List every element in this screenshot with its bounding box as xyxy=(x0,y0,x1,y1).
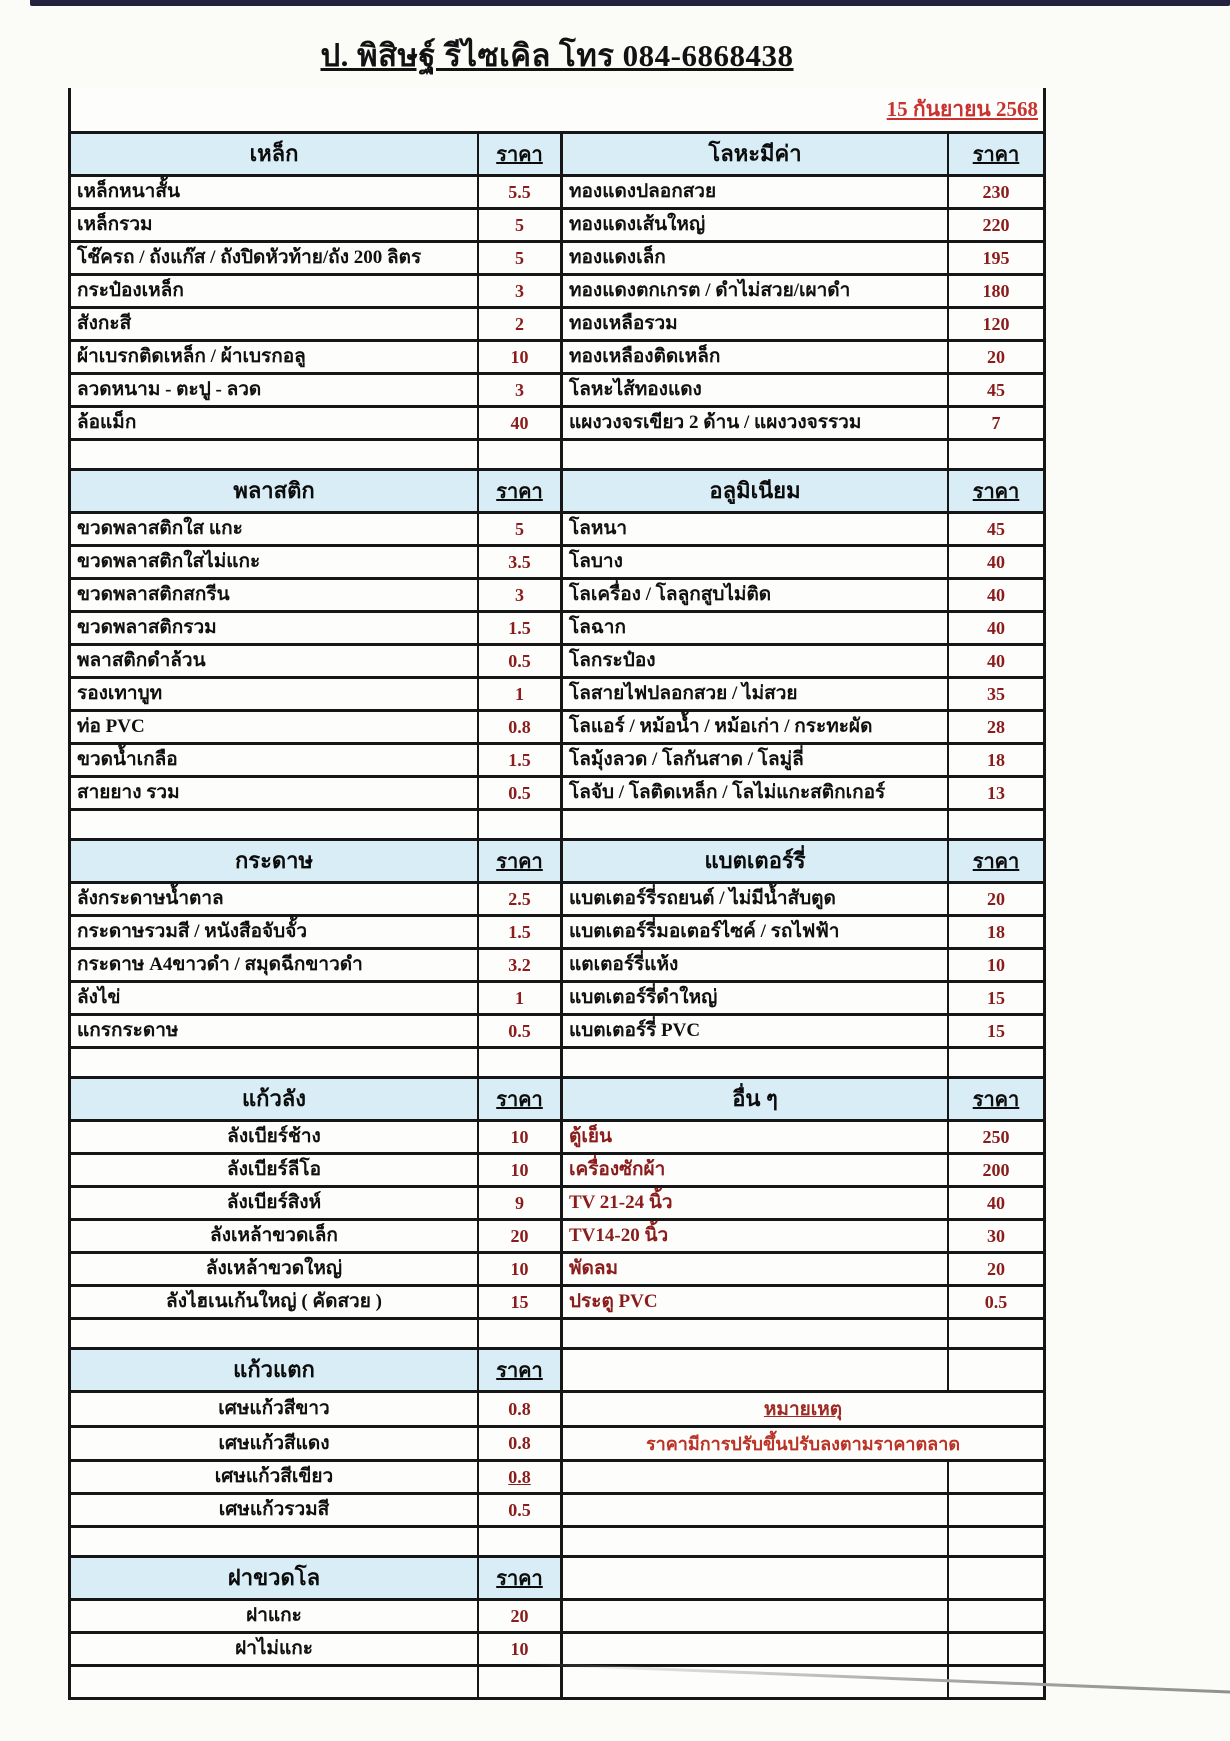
table-row xyxy=(71,375,1043,408)
table-row xyxy=(71,210,1043,243)
item-label: พัดลม xyxy=(563,1254,949,1287)
item-price: 3 xyxy=(479,580,563,613)
table-row xyxy=(71,778,1043,811)
empty-cell xyxy=(563,1634,949,1667)
note-body: ราคามีการปรับขึ้นปรับลงตามราคาตลาด xyxy=(563,1428,1043,1462)
empty-cell xyxy=(949,1495,1043,1528)
empty-cell xyxy=(949,811,1043,841)
empty-cell xyxy=(949,1462,1043,1495)
table-row xyxy=(71,1079,1043,1122)
item-price: 10 xyxy=(479,1634,563,1667)
empty-cell xyxy=(563,1350,949,1393)
table-row xyxy=(71,1287,1043,1320)
item-price: 30 xyxy=(949,1221,1043,1254)
table-row xyxy=(71,1188,1043,1221)
item-label: เหล็กรวม xyxy=(71,210,479,243)
price-header-cell: ราคา xyxy=(949,134,1043,177)
item-label: สายยาง รวม xyxy=(71,778,479,811)
item-price: 230 xyxy=(949,177,1043,210)
table-row xyxy=(71,1667,1043,1697)
item-label: ขวดน้ำเกลือ xyxy=(71,745,479,778)
item-price: 40 xyxy=(949,1188,1043,1221)
item-label: กระป๋องเหล็ก xyxy=(71,276,479,309)
item-price: 15 xyxy=(949,1016,1043,1049)
item-price: 40 xyxy=(949,613,1043,646)
item-label: แบตเตอร์รี่มอเตอร์ไซค์ / รถไฟฟ้า xyxy=(563,917,949,950)
empty-cell xyxy=(949,441,1043,471)
empty-cell xyxy=(71,1049,479,1079)
item-price: 0.8 xyxy=(479,1462,563,1495)
item-price: 1.5 xyxy=(479,917,563,950)
item-price: 0.5 xyxy=(479,1495,563,1528)
empty-cell xyxy=(563,1601,949,1634)
item-label: ขวดพลาสติกใสไม่แกะ xyxy=(71,547,479,580)
item-label: ทองเหลืองติดเหล็ก xyxy=(563,342,949,375)
price-header-cell: ราคา xyxy=(479,1558,563,1601)
item-price: 250 xyxy=(949,1122,1043,1155)
item-price: 1 xyxy=(479,983,563,1016)
item-price: 0.5 xyxy=(949,1287,1043,1320)
item-price: 20 xyxy=(949,342,1043,375)
table-row xyxy=(71,514,1043,547)
section-title: พลาสติก xyxy=(71,471,479,514)
item-label: ทองแดงเส้นใหญ่ xyxy=(563,210,949,243)
table-row xyxy=(71,884,1043,917)
item-price: 40 xyxy=(949,580,1043,613)
table-row xyxy=(71,841,1043,884)
table-row xyxy=(71,408,1043,441)
item-price: 35 xyxy=(949,679,1043,712)
item-label: โลจับ / โลติดเหล็ก / โลไม่แกะสติกเกอร์ xyxy=(563,778,949,811)
table-row xyxy=(71,1558,1043,1601)
note-title: หมายเหตุ xyxy=(563,1393,1043,1428)
item-label: แบตเตอร์รี่รถยนต์ / ไม่มีน้ำสับตูด xyxy=(563,884,949,917)
item-price: 0.5 xyxy=(479,778,563,811)
item-price: 18 xyxy=(949,917,1043,950)
section-title: แก้วแตก xyxy=(71,1350,479,1393)
item-label: ขวดพลาสติกรวม xyxy=(71,613,479,646)
table-row xyxy=(71,342,1043,375)
item-price: 10 xyxy=(479,1122,563,1155)
item-label: ประตู PVC xyxy=(563,1287,949,1320)
table-row xyxy=(71,646,1043,679)
item-label: แผงวงจรเขียว 2 ด้าน / แผงวงจรรวม xyxy=(563,408,949,441)
item-label: แบตเตอร์รี่ดำใหญ่ xyxy=(563,983,949,1016)
empty-cell xyxy=(71,1320,479,1350)
empty-cell xyxy=(949,1049,1043,1079)
item-price: 220 xyxy=(949,210,1043,243)
table-row xyxy=(71,1049,1043,1079)
item-price: 40 xyxy=(949,547,1043,580)
item-price: 15 xyxy=(479,1287,563,1320)
item-price: 15 xyxy=(949,983,1043,1016)
date-label: 15 กันยายน 2568 xyxy=(886,97,1038,121)
section-title: อลูมิเนียม xyxy=(563,471,949,514)
section-title: อื่น ๆ xyxy=(563,1079,949,1122)
item-label: ลังเหล้าขวดใหญ่ xyxy=(71,1254,479,1287)
table-row xyxy=(71,134,1043,177)
table-row xyxy=(71,1122,1043,1155)
empty-cell xyxy=(563,811,949,841)
empty-cell xyxy=(479,811,563,841)
item-price: 40 xyxy=(479,408,563,441)
item-price: 180 xyxy=(949,276,1043,309)
empty-cell xyxy=(949,1528,1043,1558)
item-label: โลฉาก xyxy=(563,613,949,646)
item-label: โลหะไส้ทองแดง xyxy=(563,375,949,408)
item-price: 20 xyxy=(949,1254,1043,1287)
item-label: โลบาง xyxy=(563,547,949,580)
item-label: เศษแก้วสีแดง xyxy=(71,1428,479,1462)
item-label: เศษแก้วสีเขียว xyxy=(71,1462,479,1495)
table-row xyxy=(71,712,1043,745)
item-price: 9 xyxy=(479,1188,563,1221)
item-price: 5.5 xyxy=(479,177,563,210)
item-price: 195 xyxy=(949,243,1043,276)
item-label: ท่อ PVC xyxy=(71,712,479,745)
item-label: TV 21-24 นิ้ว xyxy=(563,1188,949,1221)
item-label: กระดาษรวมสี / หนังสือจับจั้ว xyxy=(71,917,479,950)
price-header-cell: ราคา xyxy=(479,1079,563,1122)
section-title: แก้วลัง xyxy=(71,1079,479,1122)
item-label: ทองแดงตกเกรต / ดำไม่สวย/เผาดำ xyxy=(563,276,949,309)
empty-cell xyxy=(479,1528,563,1558)
item-price: 20 xyxy=(949,884,1043,917)
item-price: 28 xyxy=(949,712,1043,745)
item-label: แกรกระดาษ xyxy=(71,1016,479,1049)
item-price: 0.8 xyxy=(479,712,563,745)
section-title: กระดาษ xyxy=(71,841,479,884)
empty-cell xyxy=(71,811,479,841)
table-row xyxy=(71,243,1043,276)
empty-cell xyxy=(479,441,563,471)
item-price: 200 xyxy=(949,1155,1043,1188)
table-row xyxy=(71,745,1043,778)
empty-cell xyxy=(71,441,479,471)
empty-cell xyxy=(949,1320,1043,1350)
item-price: 5 xyxy=(479,514,563,547)
item-label: ลังไข่ xyxy=(71,983,479,1016)
item-price: 10 xyxy=(479,1155,563,1188)
table-row xyxy=(71,1320,1043,1350)
item-label: ทองแดงปลอกสวย xyxy=(563,177,949,210)
empty-cell xyxy=(949,1601,1043,1634)
item-price: 3.2 xyxy=(479,950,563,983)
item-price: 120 xyxy=(949,309,1043,342)
table-row xyxy=(71,1016,1043,1049)
table-row xyxy=(71,1528,1043,1558)
item-label: ลังเหล้าขวดเล็ก xyxy=(71,1221,479,1254)
empty-cell xyxy=(71,1667,479,1697)
table-row xyxy=(71,1254,1043,1287)
empty-cell xyxy=(479,1667,563,1697)
empty-cell xyxy=(949,1350,1043,1393)
empty-cell xyxy=(479,1320,563,1350)
item-label: ลังไฮเนเก้นใหญ่ ( คัดสวย ) xyxy=(71,1287,479,1320)
section-title: แบตเตอร์รี่ xyxy=(563,841,949,884)
table-row xyxy=(71,276,1043,309)
item-price: 5 xyxy=(479,243,563,276)
item-price: 45 xyxy=(949,375,1043,408)
price-header-cell: ราคา xyxy=(949,841,1043,884)
item-label: ฝาแกะ xyxy=(71,1601,479,1634)
table-row xyxy=(71,547,1043,580)
item-label: ทองแดงเล็ก xyxy=(563,243,949,276)
table-row xyxy=(71,1601,1043,1634)
item-label: โลหนา xyxy=(563,514,949,547)
table-row xyxy=(71,1393,1043,1428)
table-row xyxy=(71,917,1043,950)
price-header-cell: ราคา xyxy=(479,841,563,884)
item-label: ล้อแม็ก xyxy=(71,408,479,441)
item-label: โช๊ครถ / ถังแก๊ส / ถังปิดหัวท้าย/ถัง 200 ลิตร xyxy=(71,243,479,276)
item-price: 0.8 xyxy=(479,1393,563,1428)
table-row xyxy=(71,1155,1043,1188)
empty-cell xyxy=(563,1462,949,1495)
empty-cell xyxy=(563,441,949,471)
item-label: โลกระป๋อง xyxy=(563,646,949,679)
price-table-frame xyxy=(68,88,1046,1700)
item-label: เครื่องซักผ้า xyxy=(563,1155,949,1188)
price-table xyxy=(71,131,1043,1700)
section-title: โลหะมีค่า xyxy=(563,134,949,177)
empty-cell xyxy=(563,1558,949,1601)
item-price: 2 xyxy=(479,309,563,342)
item-label: ทองเหลือรวม xyxy=(563,309,949,342)
item-price: 20 xyxy=(479,1601,563,1634)
table-row xyxy=(71,983,1043,1016)
table-row xyxy=(71,177,1043,210)
table-row xyxy=(71,580,1043,613)
item-price: 1.5 xyxy=(479,745,563,778)
page-title: ป. พิสิษฐ์ รีไซเคิล โทร 084-6868438 xyxy=(320,38,794,73)
item-label: โลสายไฟปลอกสวย / ไม่สวย xyxy=(563,679,949,712)
table-row xyxy=(71,1495,1043,1528)
empty-cell xyxy=(563,1320,949,1350)
item-label: เหล็กหนาสั้น xyxy=(71,177,479,210)
item-price: 20 xyxy=(479,1221,563,1254)
table-row xyxy=(71,679,1043,712)
item-price: 10 xyxy=(479,1254,563,1287)
empty-cell xyxy=(949,1634,1043,1667)
item-label: โลมุ้งลวด / โลกันสาด / โลมู่ลี่ xyxy=(563,745,949,778)
item-label: ลวดหนาม - ตะปู - ลวด xyxy=(71,375,479,408)
item-label: ขวดพลาสติกสกรีน xyxy=(71,580,479,613)
item-price: 5 xyxy=(479,210,563,243)
price-header-cell: ราคา xyxy=(479,134,563,177)
item-price: 45 xyxy=(949,514,1043,547)
item-price: 3 xyxy=(479,276,563,309)
section-title: ฝาขวดโล xyxy=(71,1558,479,1601)
table-row xyxy=(71,1634,1043,1667)
table-row xyxy=(71,950,1043,983)
price-header-cell: ราคา xyxy=(479,471,563,514)
item-price: 3.5 xyxy=(479,547,563,580)
table-row xyxy=(71,613,1043,646)
date-row xyxy=(71,88,1043,131)
item-price: 1 xyxy=(479,679,563,712)
item-price: 10 xyxy=(949,950,1043,983)
empty-cell xyxy=(563,1528,949,1558)
item-label: ลังกระดาษน้ำตาล xyxy=(71,884,479,917)
item-label: ลังเบียร์ลีโอ xyxy=(71,1155,479,1188)
empty-cell xyxy=(949,1558,1043,1601)
empty-cell xyxy=(479,1049,563,1079)
table-row xyxy=(71,309,1043,342)
empty-cell xyxy=(563,1049,949,1079)
item-label: เศษแก้วรวมสี xyxy=(71,1495,479,1528)
item-label: แตเตอร์รี่แห้ง xyxy=(563,950,949,983)
item-price: 7 xyxy=(949,408,1043,441)
item-price: 10 xyxy=(479,342,563,375)
table-row xyxy=(71,441,1043,471)
empty-cell xyxy=(71,1528,479,1558)
item-label: กระดาษ A4ขาวดำ / สมุดฉีกขาวดำ xyxy=(71,950,479,983)
item-label: ขวดพลาสติกใส แกะ xyxy=(71,514,479,547)
table-row xyxy=(71,1462,1043,1495)
item-price: 3 xyxy=(479,375,563,408)
item-label: รองเทาบูท xyxy=(71,679,479,712)
item-label: ตู้เย็น xyxy=(563,1122,949,1155)
item-label: โลแอร์ / หม้อน้ำ / หม้อเก่า / กระทะผัด xyxy=(563,712,949,745)
document-header xyxy=(68,30,1046,80)
item-label: ลังเบียร์สิงห์ xyxy=(71,1188,479,1221)
item-label: พลาสติกดำล้วน xyxy=(71,646,479,679)
item-price: 0.8 xyxy=(479,1428,563,1462)
price-header-cell: ราคา xyxy=(949,1079,1043,1122)
item-label: ฝาไม่แกะ xyxy=(71,1634,479,1667)
scan-edge-artifact-top xyxy=(30,0,1230,6)
price-header-cell: ราคา xyxy=(949,471,1043,514)
item-price: 0.5 xyxy=(479,646,563,679)
table-row xyxy=(71,811,1043,841)
table-row xyxy=(71,1350,1043,1393)
price-header-cell: ราคา xyxy=(479,1350,563,1393)
item-price: 1.5 xyxy=(479,613,563,646)
table-row xyxy=(71,1428,1043,1462)
item-label: TV14-20 นิ้ว xyxy=(563,1221,949,1254)
item-label: เศษแก้วสีขาว xyxy=(71,1393,479,1428)
item-price: 40 xyxy=(949,646,1043,679)
section-title: เหล็ก xyxy=(71,134,479,177)
item-label: แบตเตอร์รี่ PVC xyxy=(563,1016,949,1049)
table-row xyxy=(71,471,1043,514)
item-price: 0.5 xyxy=(479,1016,563,1049)
item-price: 2.5 xyxy=(479,884,563,917)
item-price: 18 xyxy=(949,745,1043,778)
item-label: ผ้าเบรกติดเหล็ก / ผ้าเบรกอลู xyxy=(71,342,479,375)
item-label: ลังเบียร์ช้าง xyxy=(71,1122,479,1155)
item-price: 13 xyxy=(949,778,1043,811)
item-label: สังกะสี xyxy=(71,309,479,342)
item-label: โลเครื่อง / โลลูกสูบไม่ติด xyxy=(563,580,949,613)
empty-cell xyxy=(563,1495,949,1528)
table-row xyxy=(71,1221,1043,1254)
